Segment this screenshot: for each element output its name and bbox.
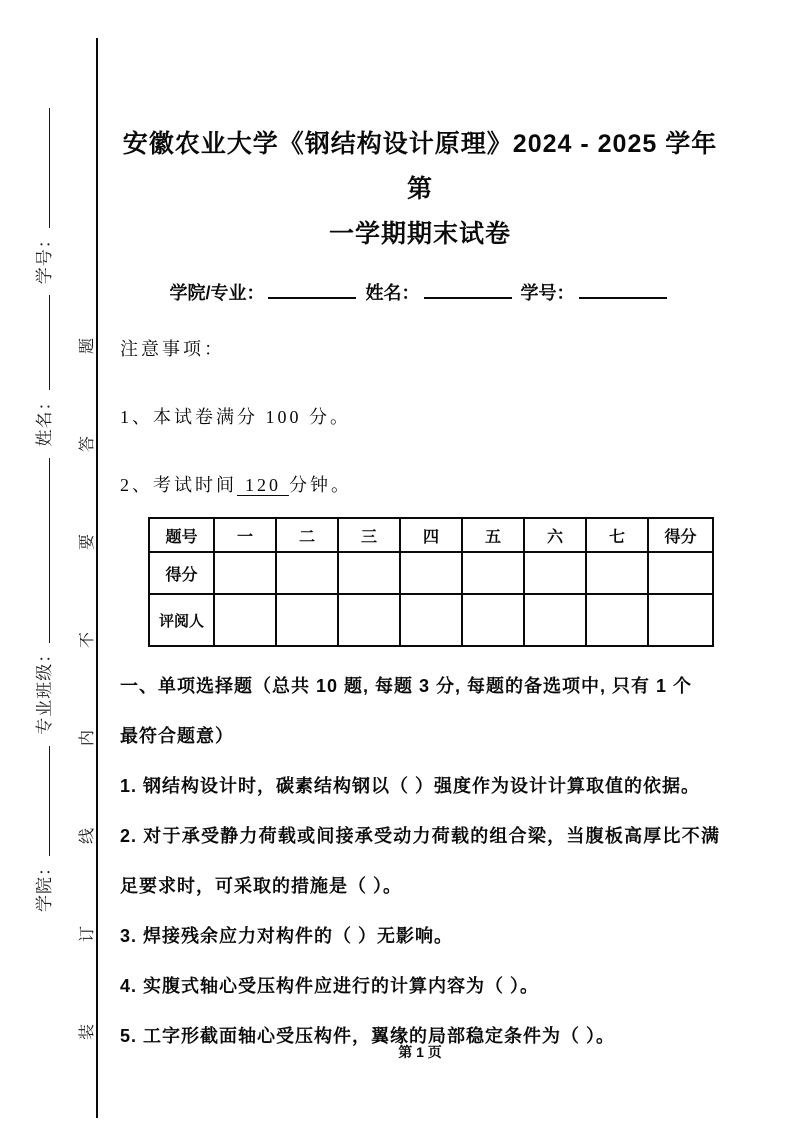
page-title-line2: 一学期期末试卷 (328, 220, 511, 248)
score-cell-empty (524, 552, 586, 594)
page-number: 第 1 页 (398, 1044, 442, 1060)
sidebar-field-id-label: 学号： (35, 230, 54, 285)
student-id-label: 学号： (520, 283, 575, 303)
score-table-header-cell: 四 (400, 518, 462, 552)
sidebar-field-name-blank (31, 296, 50, 391)
sidebar-field-college-blank (31, 746, 50, 856)
score-table-header-cell: 题号 (149, 518, 214, 552)
reviewer-cell-empty (462, 594, 524, 646)
reviewer-cell-empty (524, 594, 586, 646)
notice-item-2-prefix: 2、考试时间 (120, 475, 237, 495)
question-5: 5. 工字形截面轴心受压构件，翼缘的局部稳定条件为（ ）。 (120, 1026, 616, 1046)
notice-item-2 (120, 471, 720, 497)
reviewer-cell-empty (338, 594, 400, 646)
score-cell-empty (586, 552, 648, 594)
question-3: 3. 焊接残余应力对构件的（ ）无影响。 (120, 926, 454, 946)
reviewer-cell-empty (648, 594, 713, 646)
notice-item-2-suffix: 分钟。 (289, 475, 352, 495)
reviewer-row-label: 评阅人 (149, 594, 214, 646)
reviewer-cell-empty (214, 594, 276, 646)
binding-text-vertical: 装订线内不要答题 (79, 255, 96, 1040)
student-info-line (120, 279, 720, 305)
score-table-reviewer-row (149, 594, 713, 646)
score-table-score-row (149, 552, 713, 594)
section-one-heading-line2: 最符合题意） (120, 726, 234, 746)
question-1: 1. 钢结构设计时，碳素结构钢以（ ）强度作为设计计算取值的依据。 (120, 776, 701, 796)
notice-item-1: 1、本试卷满分 100 分。 (120, 407, 351, 427)
sidebar-field-id-blank (31, 108, 50, 228)
sidebar-field-college-label: 学院： (35, 858, 54, 912)
score-table-header-cell: 五 (462, 518, 524, 552)
sidebar-field-class-label: 专业班级： (35, 644, 54, 735)
score-cell-empty (276, 552, 338, 594)
sidebar-student-fields (30, 112, 55, 912)
reviewer-cell-empty (400, 594, 462, 646)
sidebar-field-name-label: 姓名： (35, 392, 54, 447)
name-blank (424, 279, 512, 299)
score-table-header-cell: 得分 (648, 518, 713, 552)
sidebar-field-class-blank (31, 458, 50, 643)
score-cell-empty (338, 552, 400, 594)
score-table-header-cell: 三 (338, 518, 400, 552)
section-one-heading-line1: 一、单项选择题（总共 10 题, 每题 3 分, 每题的备选项中, 只有 1 个 (120, 676, 693, 696)
name-label: 姓名： (365, 283, 420, 303)
question-4: 4. 实腹式轴心受压构件应进行的计算内容为（ ）。 (120, 976, 540, 996)
college-major-label: 学院/专业： (169, 283, 265, 303)
question-2: 2. 对于承受静力荷载或间接承受动力荷载的组合梁，当腹板高厚比不满足要求时，可采取的措施是（ ）。 (120, 826, 720, 896)
score-row-label: 得分 (149, 552, 214, 594)
notice-heading: 注意事项： (120, 339, 225, 359)
score-cell-empty (462, 552, 524, 594)
score-table (148, 517, 714, 647)
reviewer-cell-empty (276, 594, 338, 646)
page-title-line1: 安徽农业大学《钢结构设计原理》2024 - 2025 学年第 (122, 130, 718, 203)
score-table-header-cell: 二 (276, 518, 338, 552)
score-table-header-cell: 六 (524, 518, 586, 552)
exam-page (120, 122, 720, 1061)
section-one (120, 661, 720, 1061)
score-table-header-cell: 七 (586, 518, 648, 552)
page-title (120, 122, 720, 257)
score-table-header-cell: 一 (214, 518, 276, 552)
reviewer-cell-empty (586, 594, 648, 646)
score-cell-empty (400, 552, 462, 594)
score-cell-empty (214, 552, 276, 594)
exam-duration-value: 120 (237, 475, 289, 496)
score-table-header-row (149, 518, 713, 552)
score-cell-empty (648, 552, 713, 594)
college-major-blank (268, 279, 356, 299)
student-id-blank (579, 279, 667, 299)
